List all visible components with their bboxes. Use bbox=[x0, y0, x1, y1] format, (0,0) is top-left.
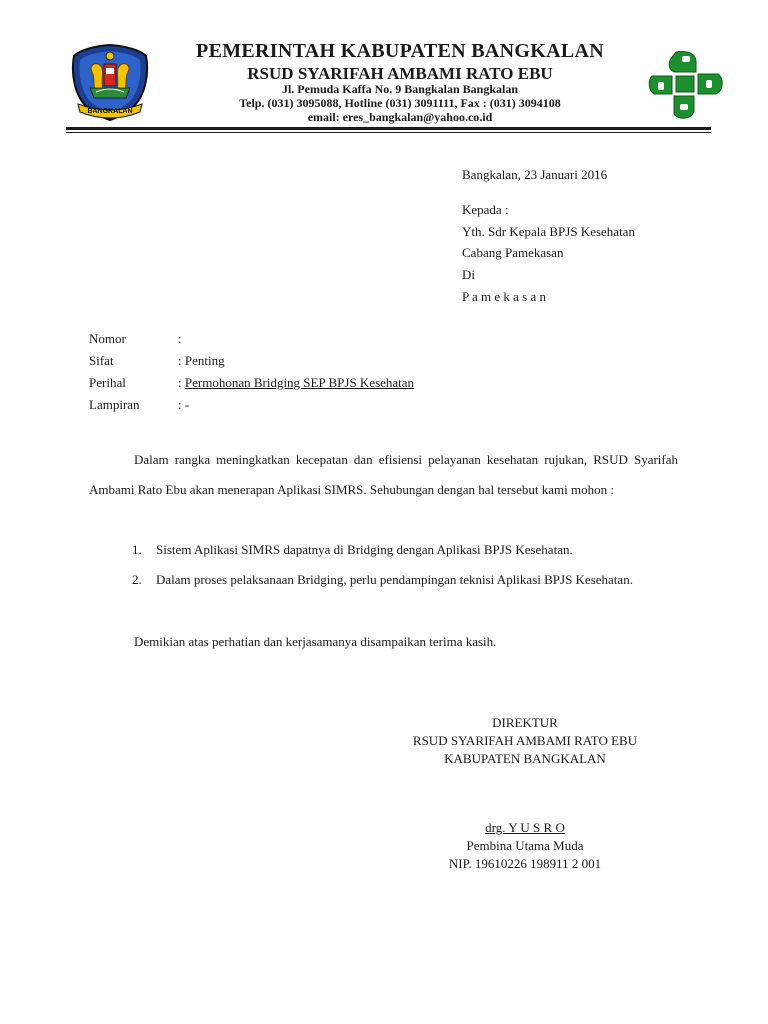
meta-value-perihal-subject: Permohonan Bridging SEP BPJS Kesehatan bbox=[184, 375, 415, 390]
meta-label-perihal: Perihal bbox=[89, 375, 126, 390]
letterhead-phone: Telp. (031) 3095088, Hotline (031) 3091111, Fax : (031) 3094108 bbox=[239, 96, 561, 110]
list-item-number: 1. bbox=[132, 542, 142, 557]
health-ministry-cross-icon bbox=[646, 50, 726, 122]
letterhead-divider bbox=[66, 127, 711, 130]
list-item bbox=[132, 565, 678, 595]
signature-title: DIREKTUR bbox=[492, 715, 558, 730]
date-line: Bangkalan, 23 Januari 2016 bbox=[462, 167, 608, 182]
recipient-line-2: Cabang Pamekasan bbox=[462, 245, 564, 260]
meta-value-perihal bbox=[178, 375, 414, 391]
signature-block bbox=[380, 714, 670, 768]
letterhead-address: Jl. Pemuda Kaffa No. 9 Bangkalan Bangkalan bbox=[281, 82, 519, 96]
closing-sentence: Demikian atas perhatian dan kerjasamanya disampaikan terima kasih. bbox=[134, 634, 497, 649]
emblem-ribbon bbox=[70, 42, 150, 122]
meta-label-lampiran: Lampiran bbox=[89, 397, 140, 412]
request-list bbox=[132, 535, 678, 595]
letterhead-divider-thin bbox=[66, 132, 711, 133]
letterhead-hospital: RSUD SYARIFAH AMBAMI RATO EBU bbox=[247, 64, 553, 83]
list-item bbox=[132, 535, 678, 565]
list-item-text: Sistem Aplikasi SIMRS dapatnya di Bridging dengan Aplikasi BPJS Kesehatan. bbox=[156, 542, 573, 557]
recipient-line-3: Di bbox=[462, 267, 475, 282]
meta-value-nomor: : bbox=[178, 331, 182, 346]
meta-label-sifat: Sifat bbox=[89, 353, 114, 368]
signature-region: KABUPATEN BANGKALAN bbox=[444, 751, 606, 766]
meta-label-nomor: Nomor bbox=[89, 331, 126, 346]
list-item-text: Dalam proses pelaksanaan Bridging, perlu pendampingan teknisi Aplikasi BPJS Kesehatan. bbox=[156, 572, 633, 587]
meta-value-sifat: : Penting bbox=[178, 353, 225, 368]
signatory-name: drg. Y U S R O bbox=[485, 820, 565, 835]
emblem-ribbon-text: BANGKALAN bbox=[87, 108, 133, 115]
list-item-number: 2. bbox=[132, 572, 142, 587]
recipient-label: Kepada : bbox=[462, 202, 509, 217]
signatory-block bbox=[380, 819, 670, 873]
letterhead-government: PEMERINTAH KABUPATEN BANGKALAN bbox=[196, 40, 604, 62]
recipient-line-4: P a m e k a s a n bbox=[462, 289, 546, 304]
meta-value-perihal-colon: : bbox=[178, 375, 185, 390]
body-intro-paragraph: Dalam rangka meningkatkan kecepatan dan efisiensi pelayanan kesehatan rujukan, RSUD Syarifah Ambami Rato Ebu akan menerapan Aplikasi SIMRS. Sehubungan dengan hal tersebut kami mohon : bbox=[89, 452, 678, 497]
letterhead-email: email: eres_bangkalan@yahoo.co.id bbox=[307, 110, 493, 124]
signatory-rank: Pembina Utama Muda bbox=[466, 838, 584, 853]
signature-org: RSUD SYARIFAH AMBAMI RATO EBU bbox=[412, 733, 638, 748]
meta-value-lampiran: : - bbox=[178, 397, 190, 412]
recipient-line-1: Yth. Sdr Kepala BPJS Kesehatan bbox=[462, 224, 635, 239]
signatory-nip: NIP. 19610226 198911 2 001 bbox=[448, 856, 602, 871]
